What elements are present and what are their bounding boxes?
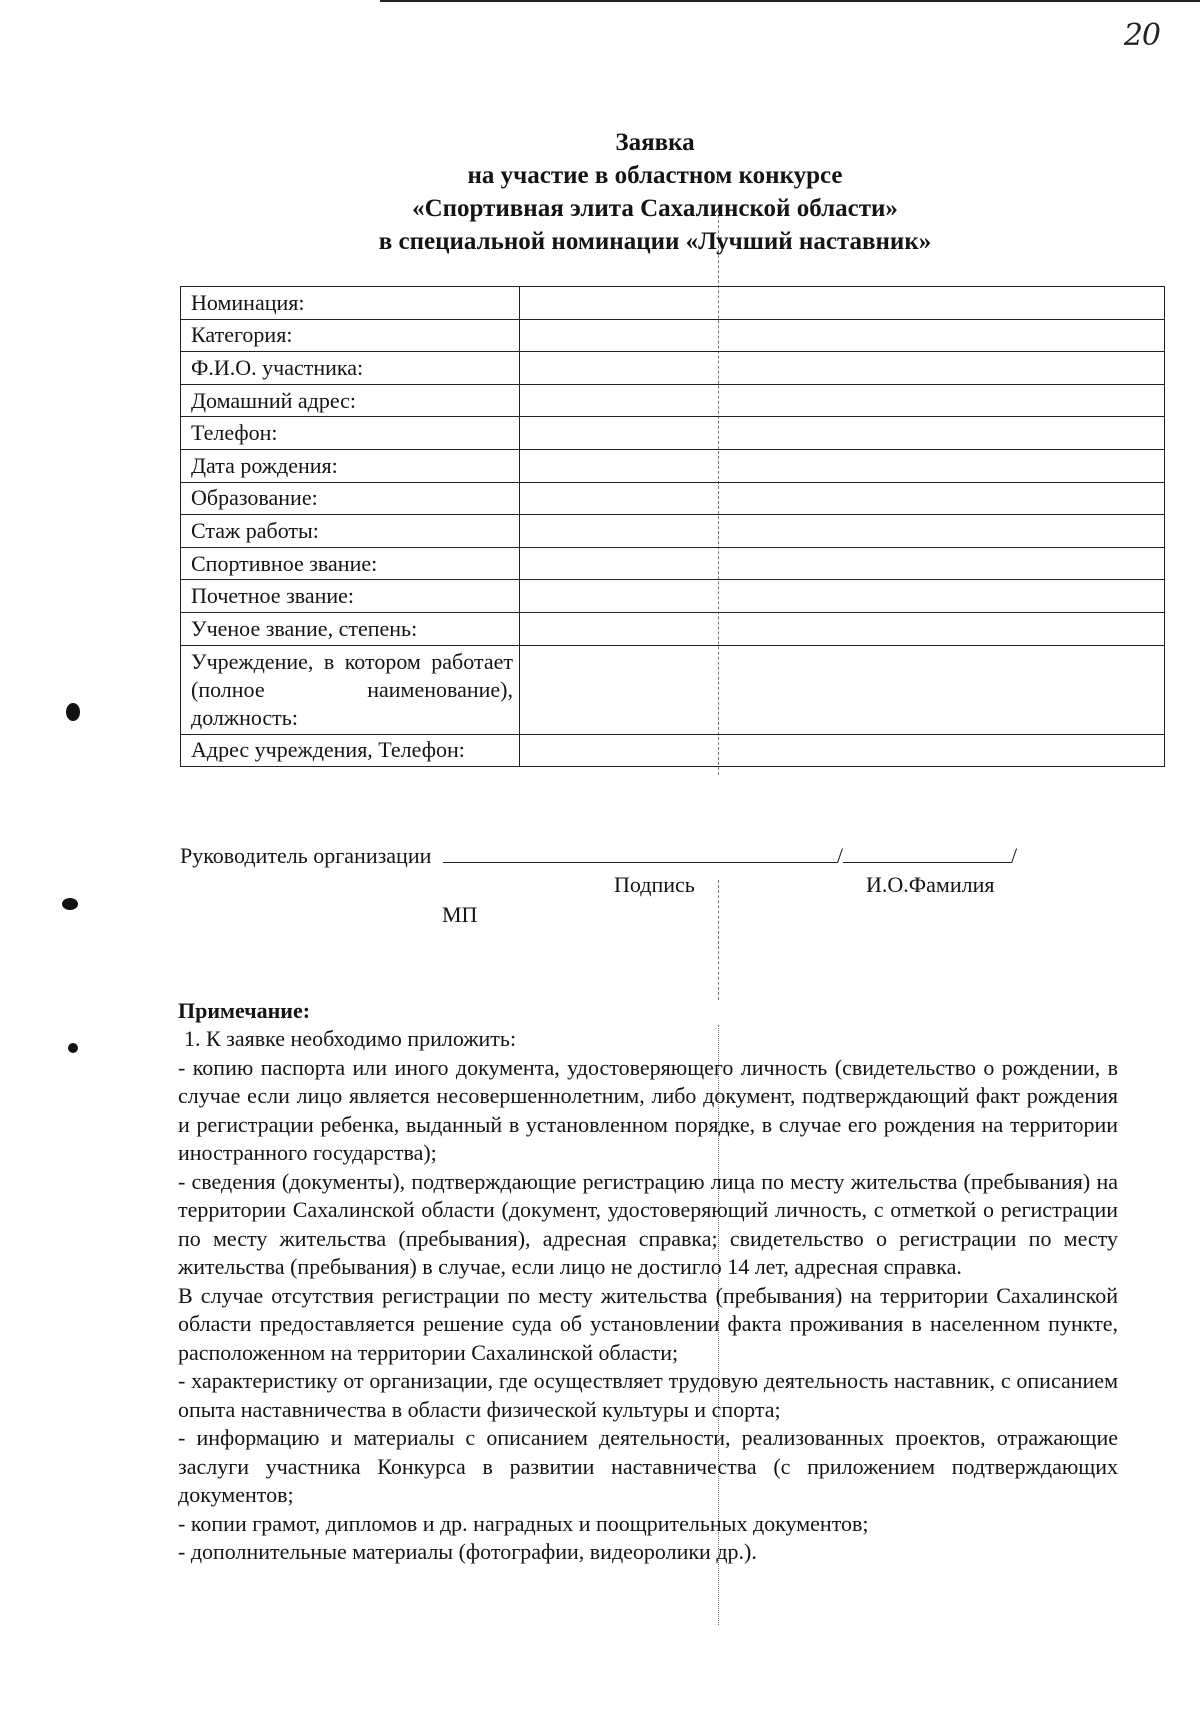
name-caption: И.О.Фамилия bbox=[866, 872, 995, 897]
field-label: Номинация: bbox=[181, 287, 520, 320]
note-paragraph: - дополнительные материалы (фотографии, видеоролики др.). bbox=[178, 1539, 757, 1564]
field-value-cell bbox=[520, 319, 1165, 352]
field-label: Телефон: bbox=[181, 417, 520, 450]
title-line: «Спортивная элита Сахалинской области» bbox=[412, 195, 898, 222]
table-row bbox=[181, 287, 1165, 320]
field-label: Дата рождения: bbox=[181, 449, 520, 482]
table-row bbox=[181, 580, 1165, 613]
application-form-table bbox=[180, 286, 1165, 767]
field-label: Стаж работы: bbox=[181, 515, 520, 548]
scan-speck bbox=[68, 1043, 78, 1053]
document-title bbox=[0, 126, 1200, 258]
note-paragraph: - характеристику от организации, где осуществляет трудовую деятельность наставник, с описанием опыта наставничества в области физической культуры и спорта; bbox=[178, 1368, 1118, 1422]
field-value-cell bbox=[520, 515, 1165, 548]
note-paragraph: В случае отсутствия регистрации по месту жительства (пребывания) на территории Сахалинской области предоставляется решение суда об установлении факта проживания в населенном пункте, расположенном на территории Сахалинской области; bbox=[178, 1282, 1118, 1365]
note-paragraph: - копии грамот, дипломов и др. наградных и поощрительных документов; bbox=[178, 1510, 869, 1536]
field-value-cell bbox=[520, 580, 1165, 613]
note-paragraph: - копию паспорта или иного документа, удостоверяющего личность (свидетельство о рождении, в случае если лицо является несовершеннолетним, либо документ, подтверждающий факт рождения и регистрации ребенка, выданный в установленном порядке, в случае его рождения на территории иностранного государства); bbox=[178, 1054, 1118, 1165]
note-heading: Примечание: bbox=[178, 998, 311, 1023]
page-number: 20 bbox=[1123, 18, 1160, 53]
field-label: Домашний адрес: bbox=[181, 384, 520, 417]
field-value-cell bbox=[520, 645, 1165, 734]
field-label: Категория: bbox=[181, 319, 520, 352]
field-value-cell bbox=[520, 547, 1165, 580]
note-item: 1. К заявке необходимо приложить: bbox=[184, 1026, 517, 1051]
note-paragraph: - информацию и материалы с описанием деятельности, реализованных проектов, отражающие заслуги участника Конкурса в развитии наставничества (с приложением подтверждающих документов; bbox=[178, 1425, 1118, 1507]
table-row bbox=[181, 645, 1165, 734]
table-row bbox=[181, 547, 1165, 580]
signature-caption: Подпись bbox=[614, 872, 695, 897]
name-underline bbox=[843, 840, 1011, 863]
field-value-cell bbox=[520, 384, 1165, 417]
field-value-cell bbox=[520, 417, 1165, 450]
field-label: Ф.И.О. участника: bbox=[181, 352, 520, 385]
field-label: Ученое звание, степень: bbox=[181, 612, 520, 645]
title-line: в специальной номинации «Лучший наставник» bbox=[378, 228, 932, 255]
table-row bbox=[181, 482, 1165, 515]
stamp-placeholder: МП bbox=[442, 902, 478, 927]
signature-underline bbox=[443, 840, 837, 863]
signature-slash: / bbox=[836, 843, 844, 868]
signature-slash: / bbox=[1011, 843, 1018, 868]
table-row bbox=[181, 612, 1165, 645]
scan-fold-line bbox=[718, 880, 719, 1000]
field-value-cell bbox=[520, 449, 1165, 482]
field-value-cell bbox=[520, 482, 1165, 515]
title-line: на участие в областном конкурсе bbox=[467, 162, 843, 189]
field-label: Адрес учреждения, Телефон: bbox=[181, 734, 520, 767]
title-line: Заявка bbox=[615, 129, 695, 156]
field-value-cell bbox=[520, 734, 1165, 767]
field-label: Спортивное звание: bbox=[181, 547, 520, 580]
table-row bbox=[181, 417, 1165, 450]
scan-edge-line bbox=[380, 0, 1200, 2]
signature-label: Руководитель организации bbox=[180, 843, 432, 868]
note-body bbox=[178, 1025, 1118, 1567]
table-row bbox=[181, 734, 1165, 767]
table-row bbox=[181, 352, 1165, 385]
field-value-cell bbox=[520, 287, 1165, 320]
field-label: Образование: bbox=[181, 482, 520, 515]
scan-speck bbox=[62, 898, 78, 910]
field-label: Почетное звание: bbox=[181, 580, 520, 613]
field-label: Учреждение, в котором работает (полное наименование), должность: bbox=[181, 645, 520, 734]
table-row bbox=[181, 384, 1165, 417]
note-paragraph: - сведения (документы), подтверждающие регистрацию лица по месту жительства (пребывания) на территории Сахалинской области (документ, удостоверяющий личность, с отметкой о регистрации по месту жительства (пребывания), адресная справка; свидетельство о регистрации по месту жительства (пребывания) в случае, если лицо не достигло 14 лет, адресная справка. bbox=[178, 1168, 1118, 1279]
table-row bbox=[181, 319, 1165, 352]
field-value-cell bbox=[520, 612, 1165, 645]
table-row bbox=[181, 449, 1165, 482]
field-value-cell bbox=[520, 352, 1165, 385]
table-row bbox=[181, 515, 1165, 548]
signature-line bbox=[180, 840, 1017, 869]
scan-speck bbox=[66, 703, 80, 721]
